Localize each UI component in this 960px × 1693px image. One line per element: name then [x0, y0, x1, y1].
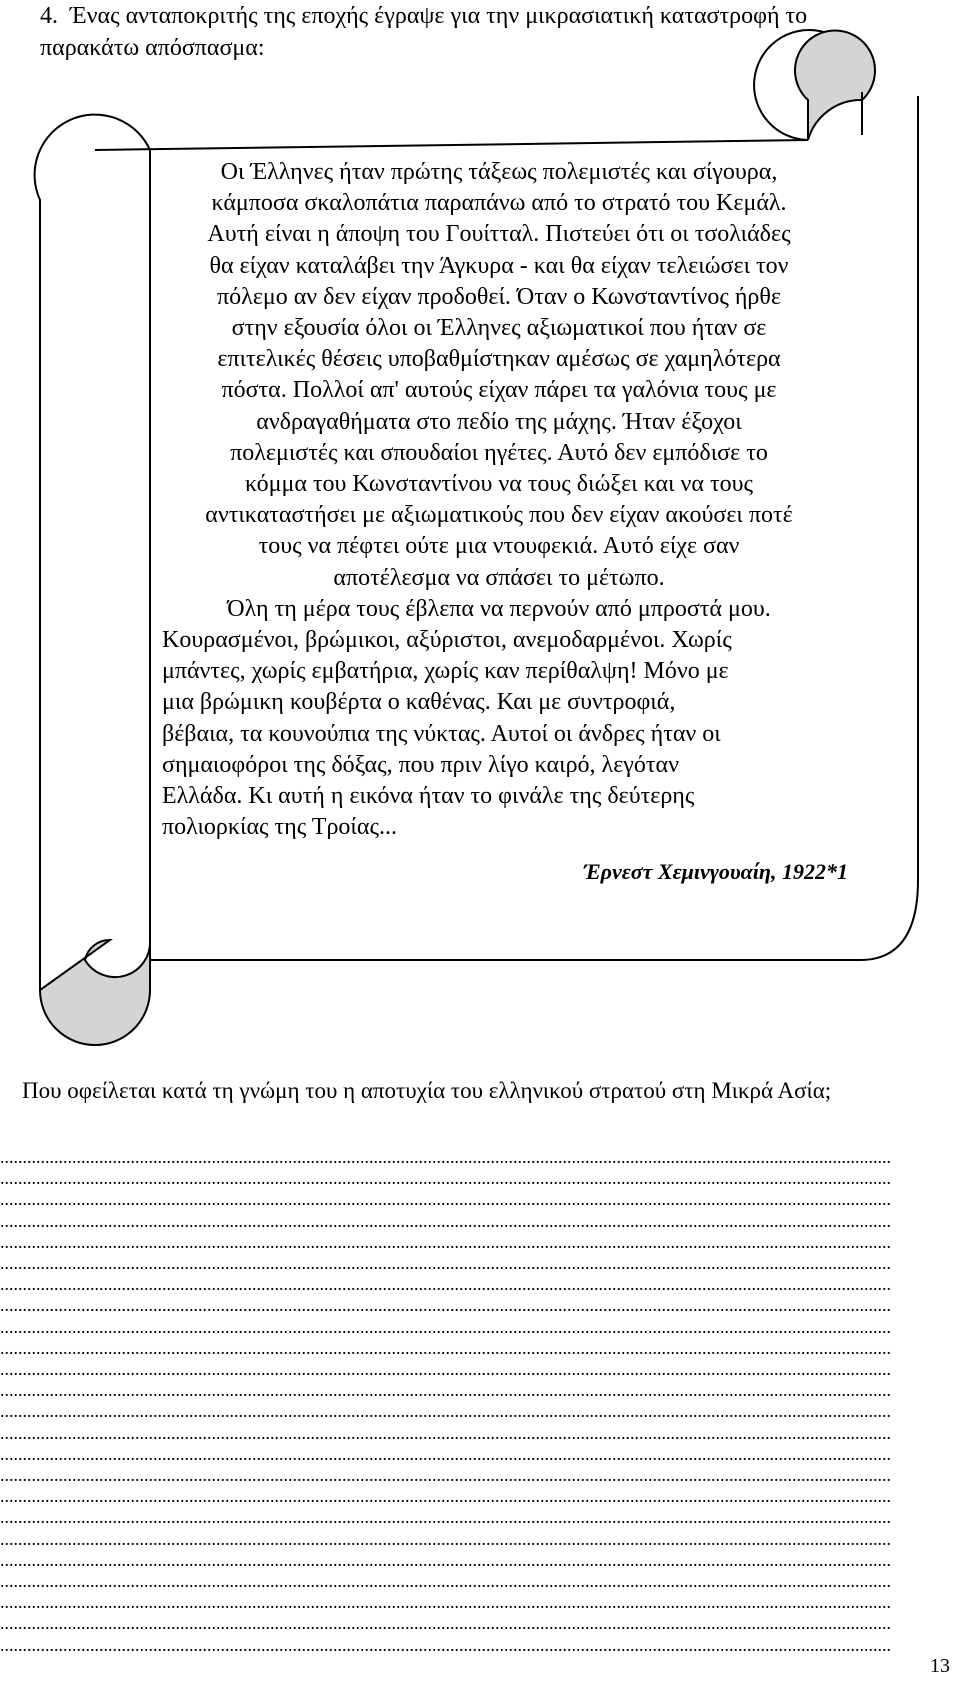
- answer-line[interactable]: ......................................................................................................................................................................................................: [0, 1295, 891, 1316]
- answer-line[interactable]: ......................................................................................................................................................................................................: [0, 1274, 891, 1295]
- passage-line: επιτελικές θέσεις υποβαθμίστηκαν αμέσως σε χαμηλότερα: [217, 346, 781, 373]
- passage-line: μια βρώμικη κουβέρτα ο καθένας. Και με συντροφιά,: [162, 689, 676, 716]
- answer-line[interactable]: ......................................................................................................................................................................................................: [0, 1316, 891, 1337]
- passage-line: Ελλάδα. Κι αυτή η εικόνα ήταν το φινάλε της δεύτερης: [162, 783, 695, 809]
- answer-line[interactable]: ......................................................................................................................................................................................................: [0, 1486, 891, 1507]
- passage-line: τους να πέφτει ούτε μια ντουφεκιά. Αυτό είχε σαν: [258, 533, 740, 560]
- answer-line[interactable]: ......................................................................................................................................................................................................: [0, 1592, 891, 1613]
- passage-line: Οι Έλληνες ήταν πρώτης τάξεως πολεμιστές και σίγουρα,: [220, 159, 778, 185]
- passage-line: πολεμιστές και σπουδαίοι ηγέτες. Αυτό δεν εμπόδισε το: [230, 439, 768, 466]
- question-text-line-1: Ένας ανταποκριτής της εποχής έγραψε για την μικρασιατική καταστροφή το: [70, 3, 808, 29]
- answer-line[interactable]: ......................................................................................................................................................................................................: [0, 1401, 891, 1422]
- passage-line: θα είχαν καταλάβει την Άγκυρα - και θα είχαν τελειώσει τον: [209, 252, 789, 279]
- answer-line[interactable]: ......................................................................................................................................................................................................: [0, 1422, 891, 1443]
- answer-line[interactable]: ......................................................................................................................................................................................................: [0, 1613, 891, 1634]
- answer-line[interactable]: ......................................................................................................................................................................................................: [0, 1253, 891, 1273]
- passage-line: βέβαια, τα κουνούπια της νύκτας. Αυτοί οι άνδρες ήταν οι: [162, 720, 721, 747]
- answer-line[interactable]: ......................................................................................................................................................................................................: [0, 1147, 891, 1167]
- page-number: 13: [930, 1655, 950, 1677]
- answer-line[interactable]: ......................................................................................................................................................................................................: [0, 1380, 891, 1401]
- answer-line[interactable]: ......................................................................................................................................................................................................: [0, 1507, 891, 1528]
- passage-line: αντικαταστήσει με αξιωματικούς που δεν είχαν ακούσει ποτέ: [205, 502, 793, 529]
- passage-line: ανδραγαθήματα στο πεδίο της μάχης. Ήταν έξοχοι: [256, 408, 742, 435]
- passage-line: πόστα. Πολλοί απ' αυτούς είχαν πάρει τα γαλόνια τους με: [221, 377, 777, 404]
- answer-line[interactable]: ......................................................................................................................................................................................................: [0, 1189, 891, 1210]
- answer-line[interactable]: ......................................................................................................................................................................................................: [0, 1231, 891, 1252]
- passage-line: πολιορκίας της Τροίας...: [162, 814, 397, 841]
- passage-line: αποτέλεσμα να σπάσει το μέτωπο.: [333, 564, 665, 591]
- answer-line[interactable]: ......................................................................................................................................................................................................: [0, 1359, 891, 1379]
- passage-line: κόμμα του Κωνσταντίνου να τους διώξει και να τους: [245, 471, 753, 497]
- answer-line[interactable]: ......................................................................................................................................................................................................: [0, 1337, 891, 1358]
- passage-line: Όλη τη μέρα τους έβλεπα να περνούν από μπροστά μου.: [227, 595, 771, 622]
- answer-line[interactable]: ......................................................................................................................................................................................................: [0, 1168, 891, 1189]
- passage-line: κάμποσα σκαλοπάτια παραπάνω από το στρατό του Κεμάλ.: [211, 190, 787, 217]
- scroll-left-top-curl: [35, 115, 150, 990]
- answer-line[interactable]: ......................................................................................................................................................................................................: [0, 1443, 891, 1464]
- scroll-bottom-right-curl: [150, 880, 918, 960]
- answer-line[interactable]: ......................................................................................................................................................................................................: [0, 1528, 891, 1549]
- passage-line: Κουρασμένοι, βρώμικοι, αξύριστοι, ανεμοδαρμένοι. Χωρίς: [162, 627, 732, 653]
- question-number: 4.: [40, 3, 58, 29]
- passage-line: πόλεμο αν δεν είχαν προδοθεί. Όταν ο Κωνσταντίνος ήρθε: [217, 283, 781, 310]
- passage-line: στην εξουσία όλοι οι Έλληνες αξιωματικοί που ήταν σε: [231, 315, 767, 341]
- passage-line: μπάντες, χωρίς εμβατήρια, χωρίς καν περίθαλψη! Μόνο με: [162, 658, 729, 685]
- passage-line: Αυτή είναι η άποψη του Γουίτταλ. Πιστεύει ότι οι τσολιάδες: [207, 221, 791, 248]
- passage-attribution: Έρνεστ Χεμινγουαίη, 1922*1: [583, 859, 848, 884]
- answer-line[interactable]: ......................................................................................................................................................................................................: [0, 1634, 891, 1655]
- answer-line[interactable]: ......................................................................................................................................................................................................: [0, 1210, 891, 1231]
- scroll-top-edge: [95, 140, 808, 150]
- question-text-line-2: παρακάτω απόσπασμα:: [40, 35, 265, 61]
- passage-line: σημαιοφόροι της δόξας, που πριν λίγο καιρό, λεγόταν: [162, 751, 679, 778]
- followup-question: Που οφείλεται κατά τη γνώμη του η αποτυχία του ελληνικού στρατού στη Μικρά Ασία;: [22, 1078, 832, 1103]
- answer-line[interactable]: ......................................................................................................................................................................................................: [0, 1465, 891, 1485]
- scroll-bottom-left-curl: [40, 940, 150, 1045]
- answer-line[interactable]: ......................................................................................................................................................................................................: [0, 1549, 891, 1570]
- answer-line[interactable]: ......................................................................................................................................................................................................: [0, 1571, 891, 1591]
